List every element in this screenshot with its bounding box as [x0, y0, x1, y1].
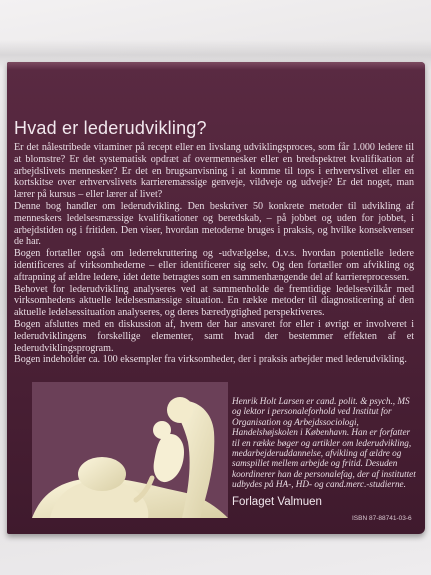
blurb-paragraph: Bogen fortæller også om lederrekruttering og -udvælgelse, d.v.s. hvordan potentielle ledere identificeres af virksomhederne – eller identificerer sig selv. Og den fortæller om afvikling og aftrapning af ældre ledere, idet dette betragtes som en sammenhængende del af karriereprocessen. — [14, 248, 414, 283]
publisher-name: Forlaget Valmuen — [232, 496, 322, 508]
cover-worn-edge — [7, 62, 425, 70]
blurb-paragraph: Behovet for lederudvikling analyseres ved at sammenholde de fremtidige ledelsesvilkår med virksomhedens aktuelle ledelsesmæssige situation. En række metoder til diagnosticering af den aktuelle ledelsessituation analyseres, og deres bæredygtighed perspektiveres. — [14, 283, 414, 319]
cover-title: Hvad er lederudvikling? — [14, 118, 207, 138]
blurb-text — [14, 142, 414, 366]
blurb-paragraph: Bogen afsluttes med en diskussion af, hvem der har ansvaret for eller i øvrigt er involveret i lederudviklingens forskellige elementer, samt hvad der bestemmer effekten af et lederudviklingsprogram. — [14, 318, 414, 354]
blurb-paragraph: Er det nålestribede vitaminer på recept eller en livslang udviklingsproces, som får 1.000 ledere til at blomstre? Er det systematisk opdræt af overmennesker eller en bredspektret kvalifikation af arbejdslivets mennesker? Er det en brugsanvisning i at komme til tops i erhvervslivet eller en kortskitse over erhvervslivets karrieremæssige genveje, vildveje og udveje? Er det noget, man lærer på kursus – eller lærer af livet? — [14, 142, 414, 201]
isbn-number: ISBN 87-88741-03-6 — [352, 515, 412, 522]
statue-photo — [32, 382, 228, 518]
author-bio: Henrik Holt Larsen er cand. polit. & psych., MS og lektor i personaleforhold ved Institut for Organisation og Arbejdssociologi, Handelshøjskolen i København. Han er forfatter til en række bøger og artikler om lederudvikling, medarbejderuddannelse, afvikling af ældre og samspillet mellem arbejde og fritid. Desuden koordinerer han de personalefag, der af instituttet udbydes på HA-, HD- og cand.merc.-studierne. — [232, 396, 416, 490]
mother-child-sculpture-image — [32, 382, 228, 518]
blurb-paragraph: Bogen indeholder ca. 100 eksempler fra virksomheder, der i praksis arbejder med lederudvikling. — [14, 354, 407, 366]
blurb-paragraph: Denne bog handler om lederudvikling. Den beskriver 50 konkrete metoder til udvikling af menneskers ledelsesmæssige kvalifikationer og beredskab, – på jobbet og uden for jobbet, i arbejdstiden og i fritiden. Den viser, hvordan metoderne bruges i praksis, og hvilke konsekvenser de har. — [14, 200, 414, 248]
